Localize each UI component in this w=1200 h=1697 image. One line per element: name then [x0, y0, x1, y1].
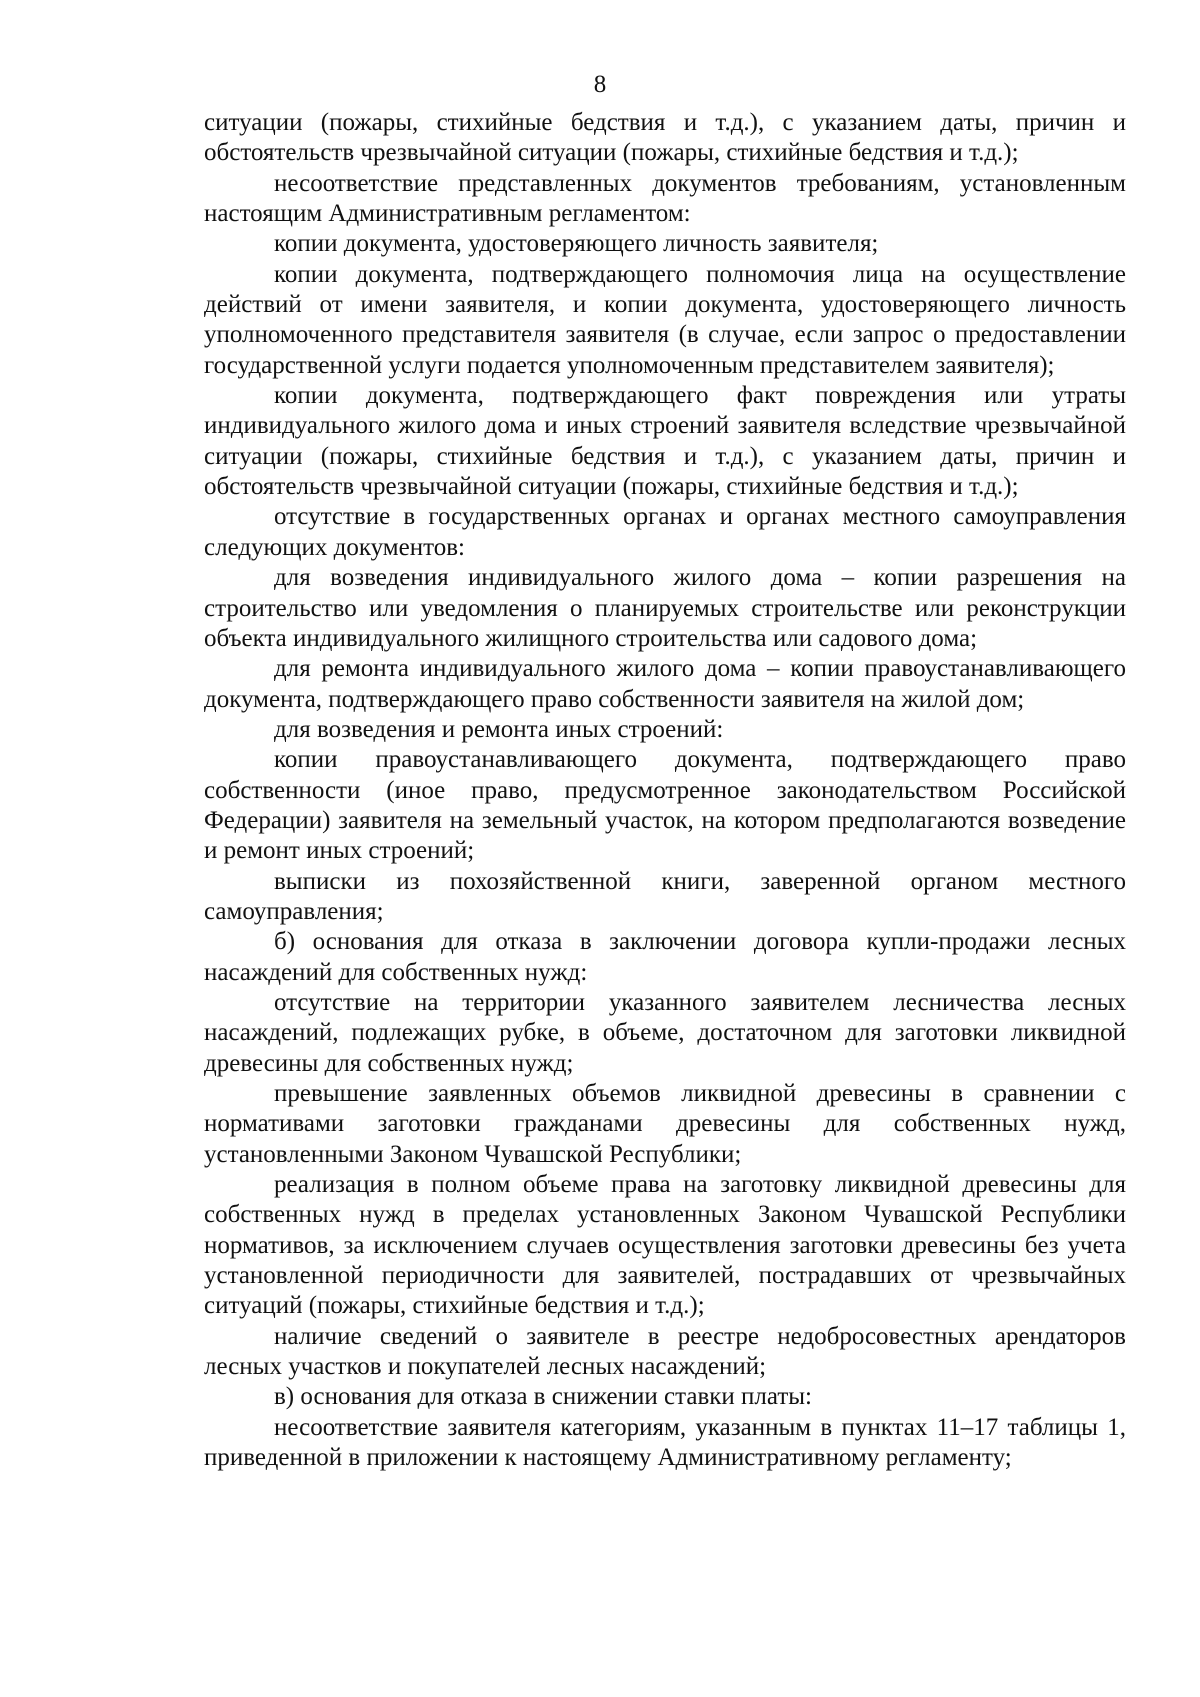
paragraph: б) основания для отказа в заключении договора купли-продажи лесных насаждений для собственных нужд: [204, 928, 1126, 986]
paragraph: превышение заявленных объемов ликвидной древесины в сравнении с нормативами заготовки гражданами древесины для собственных нужд, установленными Законом Чувашской Республики; [204, 1080, 1126, 1168]
paragraph: копии правоустанавливающего документа, подтверждающего право собственности (иное право, предусмотренное законодательством Российской Федерации) заявителя на земельный участок, на котором предполагаются возведение и ремонт иных строений; [204, 746, 1126, 865]
document-body [204, 108, 1126, 1473]
paragraph: несоответствие заявителя категориям, указанным в пунктах 11–17 таблицы 1, приведенной в приложении к настоящему Административному регламенту; [204, 1413, 1126, 1472]
paragraph: реализация в полном объеме права на заготовку ликвидной древесины для собственных нужд в пределах установленных Законом Чувашской Республики нормативов, за исключением случаев осуществления заготовки древесины без учета установленной периодичности для заявителей, пострадавших от чрезвычайных ситуаций (пожары, стихийные бедствия и т.д.); [204, 1171, 1126, 1320]
paragraph: для возведения и ремонта иных строений: [274, 715, 724, 743]
paragraph: отсутствие в государственных органах и органах местного самоуправления следующих документов: [204, 503, 1126, 561]
paragraph: в) основания для отказа в снижении ставки платы: [274, 1383, 812, 1411]
paragraph: выписки из похозяйственной книги, заверенной органом местного самоуправления; [204, 867, 1126, 925]
paragraph: копии документа, подтверждающего факт повреждения или утраты индивидуального жилого дома и иных строений заявителя вследствие чрезвычайной ситуации (пожары, стихийные бедствия и т.д.), с указанием даты, причин и обстоятельств чрезвычайной ситуации (пожары, стихийные бедствия и т.д.); [204, 382, 1126, 501]
paragraph: для возведения индивидуального жилого дома – копии разрешения на строительство или уведомления о планируемых строительстве или реконструкции объекта индивидуального жилищного строительства или садового дома; [204, 564, 1126, 652]
paragraph: отсутствие на территории указанного заявителем лесничества лесных насаждений, подлежащих рубке, в объеме, достаточном для заготовки ликвидной древесины для собственных нужд; [204, 988, 1126, 1077]
paragraph: копии документа, удостоверяющего личность заявителя; [274, 230, 879, 258]
paragraph: несоответствие представленных документов требованиям, установленным настоящим Административным регламентом: [204, 169, 1126, 228]
paragraph: копии документа, подтверждающего полномочия лица на осуществление действий от имени заявителя, и копии документа, удостоверяющего личность уполномоченного представителя заявителя (в случае, если запрос о предоставлении государственной услуги подается уполномоченным представителем заявителя); [204, 260, 1126, 379]
paragraph: ситуации (пожары, стихийные бедствия и т.д.), с указанием даты, причин и обстоятельств чрезвычайной ситуации (пожары, стихийные бедствия и т.д.); [204, 109, 1126, 167]
paragraph: наличие сведений о заявителе в реестре недобросовестных арендаторов лесных участков и покупателей лесных насаждений; [204, 1322, 1126, 1381]
page-number: 8 [593, 71, 607, 98]
paragraph: для ремонта индивидуального жилого дома – копии правоустанавливающего документа, подтверждающего право собственности заявителя на жилой дом; [204, 655, 1126, 713]
